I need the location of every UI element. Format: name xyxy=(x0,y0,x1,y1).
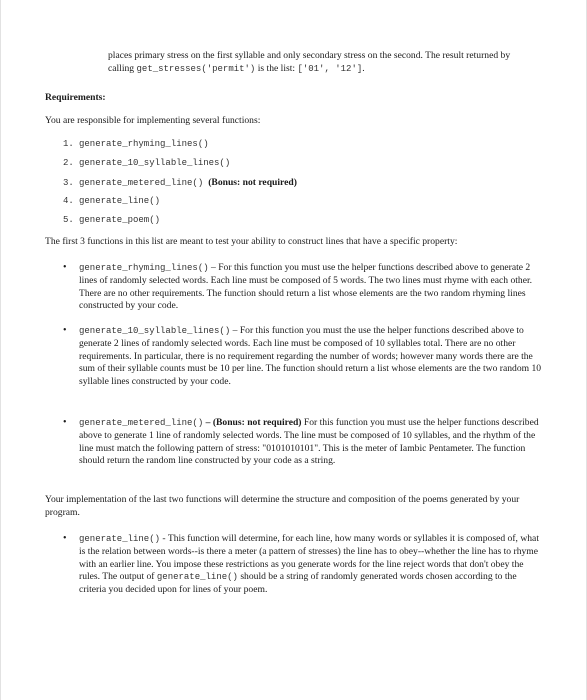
bullet-rhyming-lines xyxy=(63,262,545,313)
requirements-heading: Requirements: xyxy=(45,92,106,103)
bullet-body-end: should be a string of randomly generated words chosen according to the criteria you decided upon for lines of your poem. xyxy=(79,571,517,596)
responsible-text: You are responsible for implementing several functions: xyxy=(45,115,261,126)
bullet-code: generate_line() xyxy=(79,534,161,544)
bullet-dot-icon: • xyxy=(63,533,67,544)
bullet-code: generate_metered_line() xyxy=(79,418,204,428)
function-name: generate_poem() xyxy=(79,215,161,225)
implementation-paragraph: Your implementation of the last two functions will determine the structure and composition of the poems generated by your program. xyxy=(45,494,520,518)
bullet-text xyxy=(79,262,545,313)
function-number: 3. xyxy=(63,178,74,188)
function-number: 4. xyxy=(63,196,74,206)
function-name: generate_line() xyxy=(79,196,161,206)
function-list-item xyxy=(63,215,297,234)
intro-code-get-stresses: get_stresses('permit') xyxy=(136,63,256,74)
bullet-text xyxy=(79,325,545,389)
bullet-body: For this function you must use the helper functions described above to generate 1 line of randomly selected words. The line must be composed of 10 syllables, and the rhythm of the line must match the following pattern of stress: "0101010101". This is the meter of Iambic Pentameter. The function should return the random line constructed by your code as a string. xyxy=(79,417,539,467)
bullet-dot-icon: • xyxy=(63,262,67,273)
function-list-item xyxy=(63,196,297,215)
bullet-body: - This function will determine, for each line, how many words or syllables it is composed of, what is the relation between words--is there a meter (a pattern of stresses) the line has to obey--whether the line has to rhyme with an earlier line. You impose these restrictions as you generate words for the line reject words that don't obey the rules. The output of xyxy=(79,533,539,583)
function-number: 5. xyxy=(63,215,74,225)
intro-text-3: . xyxy=(362,62,365,74)
function-name: generate_metered_line() xyxy=(79,178,204,188)
bullet-10-syllable-lines xyxy=(63,325,545,389)
function-list-item xyxy=(63,177,297,196)
bullet-code-inline: generate_line() xyxy=(156,572,238,583)
intro-code-result-list: ['01', '12'] xyxy=(297,63,363,74)
intro-text-2: is the list: xyxy=(255,62,298,74)
function-name: generate_10_syllable_lines() xyxy=(79,158,231,168)
function-number: 2. xyxy=(63,158,74,168)
bullet-dot-icon: • xyxy=(63,417,67,428)
bullet-text xyxy=(79,533,545,597)
bullet-text xyxy=(79,417,545,468)
bullet-code: generate_10_syllable_lines() xyxy=(79,326,231,336)
function-list-item xyxy=(63,139,297,158)
first-three-intro: The first 3 functions in this list are meant to test your ability to construct lines that have a specific property: xyxy=(45,236,458,247)
function-name: generate_rhyming_lines() xyxy=(79,139,209,149)
bonus-note: (Bonus: not required) xyxy=(208,177,297,188)
bullet-code: generate_rhyming_lines() xyxy=(79,263,209,273)
bullet-dot-icon: • xyxy=(63,325,67,336)
intro-text-1: places primary stress on the first syllable and only secondary stress on the second. The result returned by calling xyxy=(108,50,511,74)
bullet-bonus-note: – (Bonus: not required) xyxy=(203,417,302,428)
bullet-body: – For this function you must the use the helper functions described above to generate 2 lines of randomly selected words. Each line must be composed of 10 syllables total. There are no other requirements. In particular, there is no requirement regarding the number of words; however many words there are the sum of their syllable counts must be 10 per line. The function should return a list whose elements are the two random 10 syllable lines constructed by your code. xyxy=(79,325,542,387)
function-list xyxy=(63,139,297,234)
intro-paragraph xyxy=(108,50,538,76)
function-list-item xyxy=(63,158,297,177)
function-number: 1. xyxy=(63,139,74,149)
bullet-metered-line xyxy=(63,417,545,468)
bullet-generate-line xyxy=(63,533,545,597)
bullet-body: – For this function you must use the helper functions described above to generate 2 lines of randomly selected words. Each line must be composed of 5 words. The two lines must rhyme with each other. There are no other requirements. The function should return a list whose elements are the two random rhyming lines constructed by your code. xyxy=(79,262,533,312)
